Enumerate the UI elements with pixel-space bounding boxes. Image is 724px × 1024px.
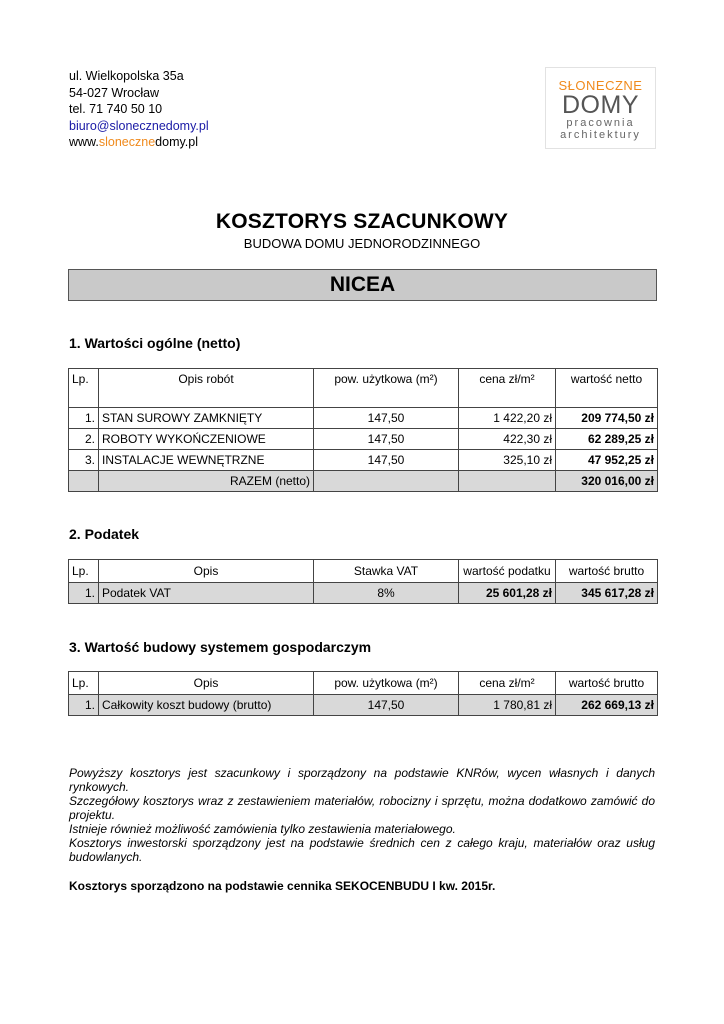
cell-podatek: 25 601,28 zł — [459, 583, 556, 604]
cell-empty — [459, 471, 556, 492]
header-cell: wartość brutto — [556, 672, 658, 695]
header-cell: Lp. — [69, 369, 99, 408]
total-label: RAZEM (netto) — [99, 471, 314, 492]
cell-wartosc: 209 774,50 zł — [556, 408, 658, 429]
cell-stawka: 8% — [314, 583, 459, 604]
table-row — [69, 408, 658, 429]
cell-cena: 422,30 zł — [459, 429, 556, 450]
document-subtitle: BUDOWA DOMU JEDNORODZINNEGO — [243, 236, 481, 251]
website-prefix: www. — [69, 135, 99, 150]
pricing-source-note: Kosztorys sporządzono na podstawie cennika SEKOCENBUDU I kw. 2015r. — [69, 879, 496, 893]
tax-table — [68, 559, 658, 604]
logo-line4: architektury — [560, 129, 641, 141]
table-header-row — [69, 672, 658, 695]
cell-lp: 1. — [69, 408, 99, 429]
cell-cena: 1 422,20 zł — [459, 408, 556, 429]
address-street: ul. Wielkopolska 35a — [69, 69, 184, 83]
note-paragraph: Kosztorys inwestorski sporządzony jest na podstawie średnich cen z całego kraju, materiałów oraz usług budowlanych. — [69, 836, 655, 864]
total-row — [69, 471, 658, 492]
website-highlight: sloneczne — [98, 135, 156, 150]
logo-line2: DOMY — [562, 91, 639, 119]
table-row — [69, 429, 658, 450]
header-cell: cena zł/m² — [459, 672, 556, 695]
table-row — [69, 695, 658, 716]
table-row — [69, 450, 658, 471]
website-link[interactable] — [69, 134, 209, 151]
header-cell: Stawka VAT — [314, 560, 459, 583]
note-paragraph: Istnieje również możliwość zamówienia tylko zestawienia materiałowego. — [69, 822, 456, 836]
header-cell: wartość brutto — [556, 560, 658, 583]
cell-brutto: 345 617,28 zł — [556, 583, 658, 604]
cell-pow: 147,50 — [314, 408, 459, 429]
header-cell: Opis — [99, 560, 314, 583]
cell-opis: INSTALACJE WEWNĘTRZNE — [99, 450, 314, 471]
company-address — [69, 68, 209, 151]
cell-lp: 1. — [69, 583, 99, 604]
address-city: 54-027 Wrocław — [69, 85, 160, 100]
cell-pow: 147,50 — [314, 450, 459, 471]
cell-opis: STAN SUROWY ZAMKNIĘTY — [99, 408, 314, 429]
logo-line1: SŁONECZNE — [558, 78, 643, 93]
header-cell: pow. użytkowa (m²) — [314, 369, 459, 408]
table-row — [69, 583, 658, 604]
header-cell: Lp. — [69, 672, 99, 695]
header-cell: cena zł/m² — [459, 369, 556, 408]
address-phone: tel. 71 740 50 10 — [69, 102, 163, 117]
cell-lp: 2. — [69, 429, 99, 450]
header-cell: Opis — [99, 672, 314, 695]
logo-line3: pracownia — [566, 117, 635, 129]
note-paragraph: Szczegółowy kosztorys wraz z zestawieniem materiałów, robocizny i sprzętu, można dodatkowo zamówić do projektu. — [69, 794, 655, 822]
total-value: 320 016,00 zł — [556, 471, 658, 492]
cell-cena: 1 780,81 zł — [459, 695, 556, 716]
cell-lp: 1. — [69, 695, 99, 716]
website-suffix: domy.pl — [155, 135, 199, 150]
cell-brutto: 262 669,13 zł — [556, 695, 658, 716]
header-cell: wartość podatku — [459, 560, 556, 583]
note-paragraph: Powyższy kosztorys jest szacunkowy i sporządzony na podstawie KNRów, wycen własnych i danych rynkowych. — [69, 766, 655, 794]
section3-heading: 3. Wartość budowy systemem gospodarczym — [69, 639, 372, 655]
company-logo — [545, 67, 656, 149]
table-header-row — [69, 560, 658, 583]
header-cell: Lp. — [69, 560, 99, 583]
cell-empty — [69, 471, 99, 492]
section2-heading: 2. Podatek — [69, 526, 140, 542]
cell-lp: 3. — [69, 450, 99, 471]
total-cost-table — [68, 671, 658, 716]
document-title: KOSZTORYS SZACUNKOWY — [215, 210, 509, 233]
general-values-table — [68, 368, 658, 492]
cell-opis: Całkowity koszt budowy (brutto) — [99, 695, 314, 716]
section1-heading: 1. Wartości ogólne (netto) — [69, 335, 241, 351]
notes-block — [69, 766, 655, 864]
cell-opis: Podatek VAT — [99, 583, 314, 604]
table-header-row — [69, 369, 658, 408]
project-name: NICEA — [68, 269, 657, 301]
cell-empty — [314, 471, 459, 492]
header-cell: pow. użytkowa (m²) — [314, 672, 459, 695]
cell-pow: 147,50 — [314, 695, 459, 716]
header-cell: Opis robót — [99, 369, 314, 408]
cell-wartosc: 62 289,25 zł — [556, 429, 658, 450]
email-link[interactable]: biuro@slonecznedomy.pl — [69, 118, 209, 133]
cell-pow: 147,50 — [314, 429, 459, 450]
header-cell: wartość netto — [556, 369, 658, 408]
cell-opis: ROBOTY WYKOŃCZENIOWE — [99, 429, 314, 450]
cell-cena: 325,10 zł — [459, 450, 556, 471]
cell-wartosc: 47 952,25 zł — [556, 450, 658, 471]
